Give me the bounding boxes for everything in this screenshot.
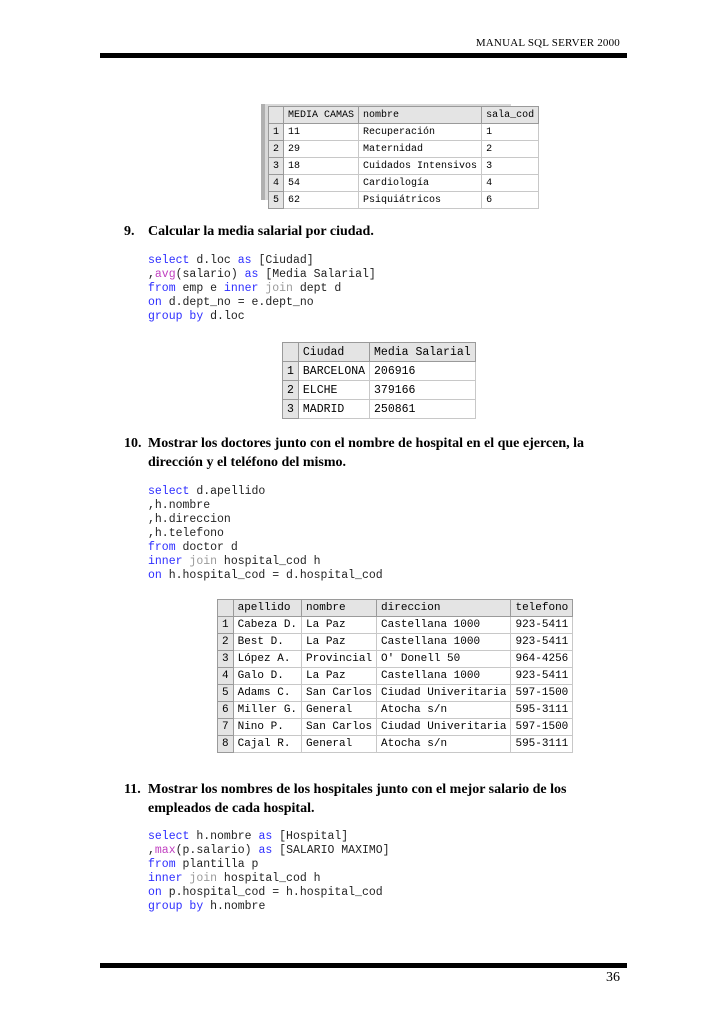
- table-cell: Cuidados Intensivos: [359, 158, 482, 175]
- code-line: [148, 900, 265, 913]
- sql-keyword: inner: [148, 872, 183, 885]
- sql-keyword: by: [189, 310, 204, 323]
- result-grid-doctores: [217, 599, 573, 753]
- table-cell: 11: [284, 124, 359, 141]
- sql-code-block-9: [148, 254, 376, 324]
- sql-keyword: join: [189, 555, 218, 568]
- table-row: [218, 651, 573, 668]
- table-cell: 6: [482, 192, 539, 209]
- sql-keyword: on: [148, 569, 162, 582]
- table-cell: O' Donell 50: [377, 651, 511, 668]
- header-rule: [100, 53, 627, 58]
- row-number: 4: [218, 668, 234, 685]
- table-cell: Cardiología: [359, 175, 482, 192]
- column-header: telefono: [511, 600, 573, 617]
- code-text: plantilla p: [175, 858, 259, 871]
- grid-corner-cell: [269, 107, 284, 124]
- footer-rule: [100, 963, 627, 968]
- code-text: d.loc: [203, 310, 245, 323]
- code-text: [Ciudad]: [251, 254, 314, 267]
- sql-keyword: join: [265, 282, 293, 295]
- code-text: ,h.direccion: [148, 513, 231, 526]
- row-number: 2: [283, 381, 299, 400]
- table-cell: Atocha s/n: [377, 702, 511, 719]
- code-text: [SALARIO MAXIMO]: [272, 844, 390, 857]
- sql-keyword: from: [148, 858, 176, 871]
- row-number: 3: [283, 400, 299, 419]
- sql-keyword: from: [148, 541, 176, 554]
- table-cell: 62: [284, 192, 359, 209]
- table-cell: Nino P.: [233, 719, 301, 736]
- question-11-heading: [124, 780, 608, 818]
- code-line: [148, 296, 314, 309]
- table-row: [283, 362, 476, 381]
- table-cell: López A.: [233, 651, 301, 668]
- sql-keyword: by: [189, 900, 204, 913]
- code-line: [148, 513, 231, 526]
- table-cell: 379166: [370, 381, 476, 400]
- code-text: dept d: [292, 282, 342, 295]
- question-10-heading: [124, 434, 608, 472]
- table-cell: Castellana 1000: [377, 617, 511, 634]
- table-cell: 18: [284, 158, 359, 175]
- code-line: [148, 527, 224, 540]
- row-number: 1: [283, 362, 299, 381]
- row-number: 3: [218, 651, 234, 668]
- table-row: [269, 175, 539, 192]
- sql-function: max: [154, 844, 176, 857]
- row-number: 1: [269, 124, 284, 141]
- code-line: [148, 310, 245, 323]
- row-number: 6: [218, 702, 234, 719]
- code-line: [148, 485, 265, 498]
- code-text: p.hospital_cod = h.hospital_cod: [161, 886, 383, 899]
- sql-keyword: as: [237, 254, 252, 267]
- table-cell: Ciudad Univeritaria: [377, 685, 511, 702]
- grid-corner-cell: [283, 343, 299, 362]
- row-number: 1: [218, 617, 234, 634]
- code-line: [148, 541, 238, 554]
- question-number: 10.: [124, 436, 142, 451]
- table-row: [283, 400, 476, 419]
- code-text: d.dept_no = e.dept_no: [161, 296, 314, 309]
- code-text: [Hospital]: [272, 830, 349, 843]
- table-cell: 29: [284, 141, 359, 158]
- code-text: ,h.nombre: [148, 499, 211, 512]
- table-cell: Maternidad: [359, 141, 482, 158]
- code-line: [148, 886, 383, 899]
- table-cell: Castellana 1000: [377, 634, 511, 651]
- table-cell: Adams C.: [233, 685, 301, 702]
- table-row: [218, 719, 573, 736]
- table-cell: La Paz: [302, 634, 377, 651]
- table-cell: 4: [482, 175, 539, 192]
- code-text: hospital_cod h: [217, 872, 321, 885]
- table-cell: 597-1500: [511, 685, 573, 702]
- table-cell: General: [302, 702, 377, 719]
- table-row: [269, 141, 539, 158]
- table-cell: Miller G.: [233, 702, 301, 719]
- table-cell: BARCELONA: [298, 362, 369, 381]
- code-text: ,: [148, 844, 155, 857]
- result-grid-salas: [268, 106, 539, 209]
- table-cell: La Paz: [302, 668, 377, 685]
- question-9-heading: [124, 222, 608, 241]
- table-row: [269, 124, 539, 141]
- code-text: (salario): [175, 268, 245, 281]
- table-cell: 595-3111: [511, 702, 573, 719]
- table-cell: General: [302, 736, 377, 753]
- row-number: 2: [269, 141, 284, 158]
- table-row: [218, 668, 573, 685]
- code-line: [148, 268, 376, 281]
- table-cell: Galo D.: [233, 668, 301, 685]
- column-header: nombre: [359, 107, 482, 124]
- row-number: 2: [218, 634, 234, 651]
- sql-keyword: join: [189, 872, 218, 885]
- sql-keyword: select: [148, 254, 190, 267]
- code-text: emp e: [175, 282, 224, 295]
- sql-keyword: inner: [223, 282, 259, 295]
- code-line: [148, 858, 258, 871]
- column-header: MEDIA CAMAS: [284, 107, 359, 124]
- table-row: [218, 634, 573, 651]
- code-line: [148, 569, 383, 582]
- column-header: Ciudad: [298, 343, 369, 362]
- column-header: apellido: [233, 600, 301, 617]
- table-cell: 2: [482, 141, 539, 158]
- table-row: [218, 685, 573, 702]
- sql-keyword: group: [148, 900, 183, 913]
- table-cell: 964-4256: [511, 651, 573, 668]
- sql-function: avg: [154, 268, 176, 281]
- grid-header-row: [218, 600, 573, 617]
- question-number: 11.: [124, 782, 141, 797]
- code-text: ,h.telefono: [148, 527, 224, 540]
- question-text: Calcular la media salarial por ciudad.: [148, 224, 374, 239]
- question-text: Mostrar los nombres de los hospitales junto con el mejor salario de los empleados de cada hospital.: [148, 782, 567, 816]
- row-number: 3: [269, 158, 284, 175]
- code-text: doctor d: [175, 541, 238, 554]
- table-cell: 923-5411: [511, 634, 573, 651]
- sql-keyword: as: [258, 844, 273, 857]
- table-row: [218, 736, 573, 753]
- sql-keyword: on: [148, 886, 162, 899]
- table-cell: Cabeza D.: [233, 617, 301, 634]
- code-text: d.apellido: [189, 485, 266, 498]
- table-cell: Ciudad Univeritaria: [377, 719, 511, 736]
- table-cell: Recuperación: [359, 124, 482, 141]
- sql-keyword: select: [148, 485, 190, 498]
- sql-keyword: on: [148, 296, 162, 309]
- page-header-title: MANUAL SQL SERVER 2000: [475, 37, 620, 49]
- table-cell: Castellana 1000: [377, 668, 511, 685]
- page-number: 36: [606, 970, 620, 985]
- code-line: [148, 555, 321, 568]
- table-cell: 3: [482, 158, 539, 175]
- sql-keyword: group: [148, 310, 183, 323]
- code-line: [148, 499, 210, 512]
- code-line: [148, 844, 390, 857]
- sql-keyword: as: [244, 268, 259, 281]
- result-grid-media-salarial: [282, 342, 476, 419]
- table-cell: MADRID: [298, 400, 369, 419]
- code-text: h.nombre: [189, 830, 259, 843]
- grid-corner-cell: [218, 600, 234, 617]
- table-cell: Provincial: [302, 651, 377, 668]
- code-text: hospital_cod h: [217, 555, 321, 568]
- table-row: [269, 158, 539, 175]
- table-cell: Best D.: [233, 634, 301, 651]
- sql-keyword: as: [258, 830, 273, 843]
- grid-header-row: [269, 107, 539, 124]
- code-text: [Media Salarial]: [258, 268, 376, 281]
- code-line: [148, 282, 341, 295]
- code-line: [148, 254, 314, 267]
- table-row: [218, 617, 573, 634]
- table-cell: 597-1500: [511, 719, 573, 736]
- table-cell: San Carlos: [302, 719, 377, 736]
- row-number: 4: [269, 175, 284, 192]
- row-number: 5: [269, 192, 284, 209]
- table-cell: 923-5411: [511, 617, 573, 634]
- table-cell: 206916: [370, 362, 476, 381]
- column-header: direccion: [377, 600, 511, 617]
- table-cell: Psiquiátricos: [359, 192, 482, 209]
- sql-code-block-11: [148, 830, 390, 914]
- question-text: Mostrar los doctores junto con el nombre de hospital en el que ejercen, la dirección y el teléfono del mismo.: [148, 436, 585, 470]
- table-cell: San Carlos: [302, 685, 377, 702]
- sql-keyword: inner: [148, 555, 183, 568]
- table-cell: 595-3111: [511, 736, 573, 753]
- code-line: [148, 872, 321, 885]
- code-text: h.nombre: [203, 900, 266, 913]
- code-text: (p.salario): [175, 844, 259, 857]
- sql-keyword: select: [148, 830, 190, 843]
- table-cell: La Paz: [302, 617, 377, 634]
- sql-code-block-10: [148, 485, 383, 583]
- table-row: [283, 381, 476, 400]
- code-line: [148, 830, 348, 843]
- column-header: nombre: [302, 600, 377, 617]
- table-row: [269, 192, 539, 209]
- column-header: Media Salarial: [370, 343, 476, 362]
- code-text: d.loc: [189, 254, 238, 267]
- table-cell: ELCHE: [298, 381, 369, 400]
- code-text: ,: [148, 268, 155, 281]
- row-number: 5: [218, 685, 234, 702]
- code-text: h.hospital_cod = d.hospital_cod: [161, 569, 383, 582]
- table-cell: Cajal R.: [233, 736, 301, 753]
- table-cell: 250861: [370, 400, 476, 419]
- row-number: 7: [218, 719, 234, 736]
- table-cell: 923-5411: [511, 668, 573, 685]
- table-cell: 1: [482, 124, 539, 141]
- sql-keyword: from: [148, 282, 176, 295]
- table-cell: Atocha s/n: [377, 736, 511, 753]
- table-row: [218, 702, 573, 719]
- row-number: 8: [218, 736, 234, 753]
- grid-header-row: [283, 343, 476, 362]
- table-cell: 54: [284, 175, 359, 192]
- column-header: sala_cod: [482, 107, 539, 124]
- question-number: 9.: [124, 224, 135, 239]
